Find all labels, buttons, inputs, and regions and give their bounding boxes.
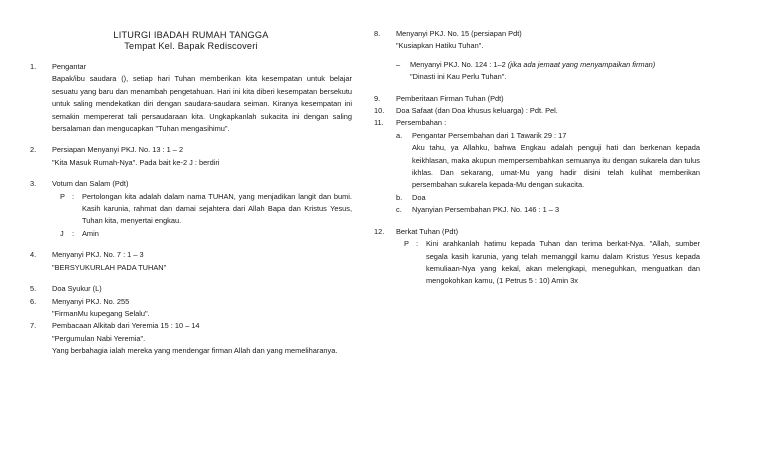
item-line: Menyanyi PKJ. No. 255 bbox=[52, 296, 130, 306]
liturgy-item-8 bbox=[374, 28, 700, 84]
liturgy-item-11 bbox=[374, 117, 700, 216]
liturgy-item-4 bbox=[30, 249, 352, 274]
responsive-line-p bbox=[52, 191, 352, 228]
offering-step-c bbox=[396, 204, 700, 216]
step-body: Aku tahu, ya Allahku, bahwa Engkau adalah penguji hati dan berkenan kepada keikhlasan, maka akupun mempersembahkan semuanya itu dengan sukarela dan tulus ikhlas. Dan sekarang, umat-Mu yang hadir disini telah kulihat memberikan persembahan sukarela kepada-Mu dengan sukacita. bbox=[412, 143, 700, 190]
item-number: 10. bbox=[374, 106, 385, 116]
step-label: a. bbox=[396, 130, 403, 140]
item-number: 7. bbox=[30, 321, 37, 331]
document-title: LITURGI IBADAH RUMAH TANGGA bbox=[113, 30, 269, 40]
speaker-text: Amin bbox=[82, 228, 99, 238]
alternate-song-line bbox=[410, 59, 700, 71]
item-line: Menyanyi PKJ. No. 7 : 1 – 3 bbox=[52, 250, 144, 260]
item-number: 4. bbox=[30, 250, 37, 260]
speaker-text: Pertolongan kita adalah dalam nama TUHAN, yang menjadikan langit dan bumi. Kasih karunia, rahmat dan damai sejahtera dari Allah Bapa dan Kristus Yesus, Tuhan kita, menyertai engkau. bbox=[82, 191, 352, 226]
responsive-line-j bbox=[52, 228, 352, 240]
item-body: Bapak/ibu saudara (), setiap hari Tuhan memberikan kita kesempatan untuk belajar sesuatu yang baru dan menambah pengetahuan. Hari ini kita diberi kesempatan bersekutu untuk saling mendekatkan diri dengan saudara-saudara seiman. Kiranya kesempatan ini semakin mempererat tali persaudaraan kita. Ungkapkanlah sukacita ini dengan saling bersalaman dan mengucapkan "Tuhan mengasihimu". bbox=[52, 74, 352, 134]
item-line: Persiapan Menyanyi PKJ. No. 13 : 1 – 2 bbox=[52, 145, 184, 155]
item-heading: Votum dan Salam (Pdt) bbox=[52, 179, 129, 189]
item-line: "Pergumulan Nabi Yeremia". bbox=[52, 333, 146, 343]
item-line: "Kita Masuk Rumah-Nya". Pada bait ke-2 J : berdiri bbox=[52, 157, 220, 167]
item-number: 3. bbox=[30, 179, 37, 189]
item-number: 6. bbox=[30, 296, 37, 306]
item-line: Pemberitaan Firman Tuhan (Pdt) bbox=[396, 93, 504, 103]
dash-marker: – bbox=[396, 59, 401, 69]
item-line: Pembacaan Alkitab dari Yeremia 15 : 10 – 14 bbox=[52, 321, 200, 331]
speaker-colon: : bbox=[72, 191, 75, 201]
step-label: b. bbox=[396, 192, 403, 202]
offering-step-a bbox=[396, 130, 700, 192]
right-column bbox=[374, 28, 700, 288]
item-number: 9. bbox=[374, 93, 381, 103]
document-subtitle: Tempat Kel. Bapak Rediscoveri bbox=[124, 41, 258, 51]
item-line: Menyanyi PKJ. No. 15 (persiapan Pdt) bbox=[396, 29, 522, 38]
alternate-song-note: (jika ada jemaat yang menyampaikan firman) bbox=[507, 59, 656, 69]
speaker-label: P bbox=[60, 191, 65, 201]
item-number: 12. bbox=[374, 226, 385, 236]
liturgy-item-12 bbox=[374, 226, 700, 288]
item-heading: Berkat Tuhan (Pdt) bbox=[396, 226, 459, 236]
benediction-line bbox=[396, 238, 700, 288]
item-line: "BERSYUKURLAH PADA TUHAN" bbox=[52, 262, 167, 272]
liturgy-item-3 bbox=[30, 178, 352, 240]
speaker-label: J bbox=[60, 228, 64, 238]
speaker-colon: : bbox=[416, 239, 419, 249]
step-label: c. bbox=[396, 205, 402, 215]
liturgy-item-2 bbox=[30, 144, 352, 169]
item-number: 2. bbox=[30, 145, 37, 155]
speaker-label: P bbox=[404, 239, 409, 249]
liturgy-item-6 bbox=[30, 296, 352, 321]
item-heading: Pengantar bbox=[52, 62, 87, 71]
left-column bbox=[30, 30, 352, 358]
item-line: Doa Safaat (dan Doa khusus keluarga) : Pdt. Pel. bbox=[396, 106, 558, 116]
speaker-text: Kini arahkanlah hatimu kepada Tuhan dan terima berkat-Nya. "Allah, sumber segala kasih karunia, yang telah memanggil kamu dalam Kristus Yesus kepada kemuliaan-Nya yang kekal, akan melengkapi, meneguhkan, menguatkan dan mengokohkan kamu, (1 Petrus 5 : 10) Amin 3x bbox=[426, 239, 700, 286]
alternate-song bbox=[396, 59, 700, 84]
item-body: Yang berbahagia ialah mereka yang mendengar firman Allah dan yang memeliharanya. bbox=[52, 346, 338, 356]
liturgy-item-7 bbox=[30, 320, 352, 357]
step-text: Doa bbox=[412, 192, 426, 202]
liturgy-item-10 bbox=[374, 105, 700, 117]
item-line: "FirmanMu kupegang Selalu". bbox=[52, 308, 150, 318]
item-number: 11. bbox=[374, 118, 384, 128]
item-number: 8. bbox=[374, 29, 381, 38]
alternate-song-title: "Dinasti ini Kau Perlu Tuhan". bbox=[410, 72, 507, 82]
item-heading: Persembahan : bbox=[396, 118, 447, 128]
offering-step-b bbox=[396, 192, 700, 204]
liturgy-item-5 bbox=[30, 283, 352, 295]
item-number: 5. bbox=[30, 284, 37, 294]
item-number: 1. bbox=[30, 62, 37, 71]
step-heading: Pengantar Persembahan dari 1 Tawarik 29 : 17 bbox=[412, 130, 567, 140]
item-line: Doa Syukur (L) bbox=[52, 284, 102, 294]
item-line: "Kusiapkan Hatiku Tuhan". bbox=[396, 41, 484, 51]
liturgy-item-9 bbox=[374, 93, 700, 105]
speaker-colon: : bbox=[72, 228, 75, 238]
liturgy-item-1 bbox=[30, 61, 352, 135]
step-text: Nyanyian Persembahan PKJ. No. 146 : 1 – 3 bbox=[412, 205, 560, 215]
alternate-song-number: Menyanyi PKJ. No. 124 : 1–2 bbox=[410, 59, 508, 69]
